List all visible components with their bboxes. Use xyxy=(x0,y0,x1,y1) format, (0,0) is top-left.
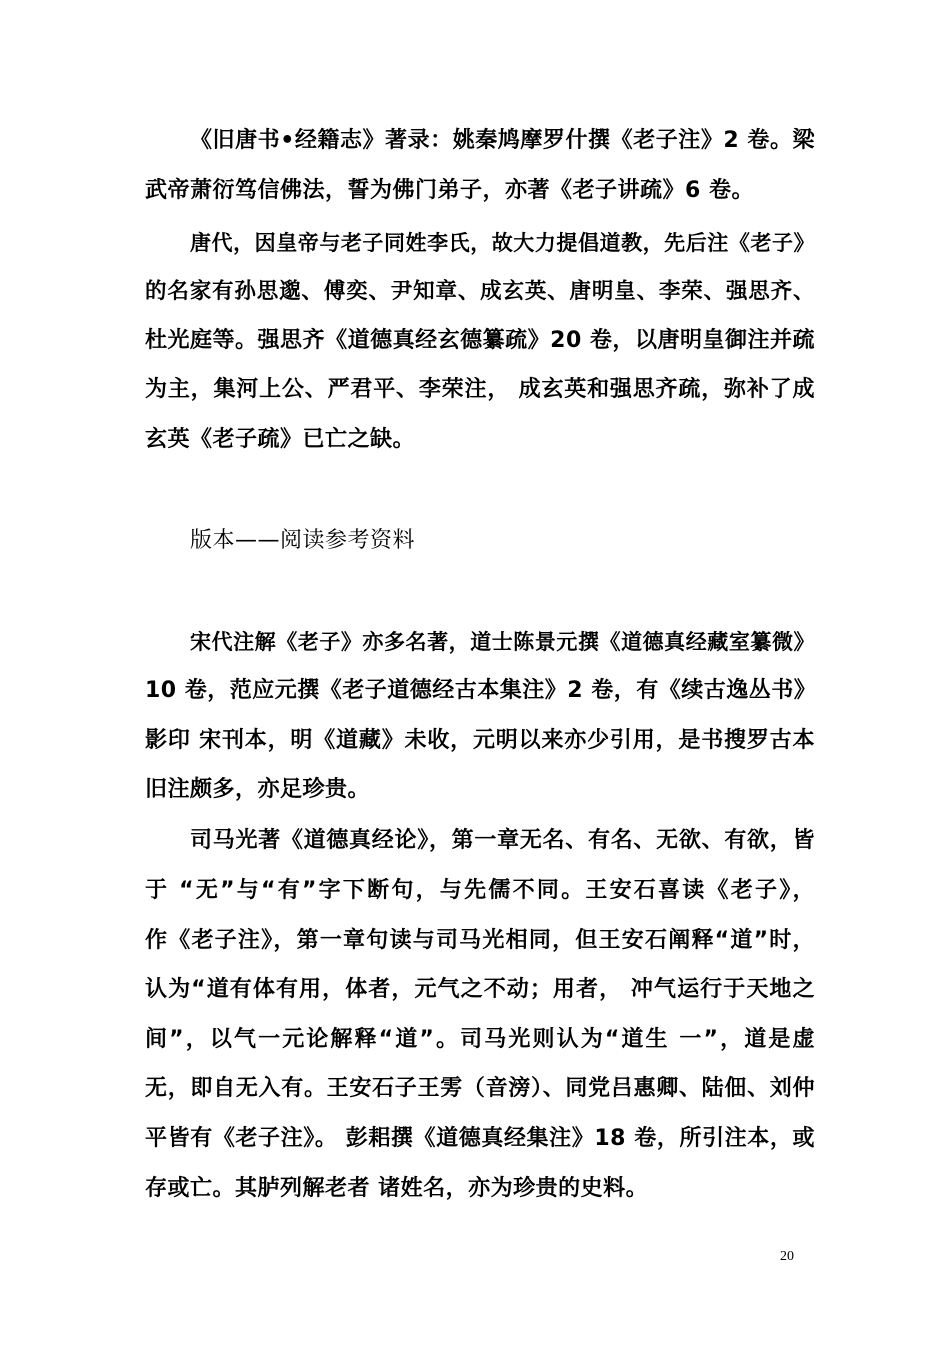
text-line: 武帝萧衍笃信佛法，誓为佛门弟子，亦著《老子讲疏》6 卷。 xyxy=(145,178,754,203)
text-line: 旧注颇多，亦足珍贵。 xyxy=(145,777,371,802)
text-line: 平皆有《老子注》。 彭耜撰《道德真经集注》18 卷，所引注本，或 xyxy=(145,1126,815,1151)
text-line: 玄英《老子疏》已亡之缺。 xyxy=(145,427,416,452)
text-line: 无，即自无入有。王安石子王雱（音滂）、同党吕惠卿、陆佃、刘仲 xyxy=(145,1076,815,1101)
text-line: 为主，集河上公、严君平、李荣注， 成玄英和强思齐疏，弥补了成 xyxy=(145,377,815,402)
text-line: 于 “无”与“有”字下断句，与先儒不同。王安石喜读《老子》， xyxy=(145,878,815,903)
text-line: 认为“道有体有用，体者，元气之不动；用者， 冲气运行于天地之 xyxy=(145,977,815,1002)
text-line: 《旧唐书•经籍志》著录：姚秦鸠摩罗什撰《老子注》2 卷。梁 xyxy=(190,128,815,153)
page-number: 20 xyxy=(780,1249,794,1264)
text-line: 的名家有孙思邈、傅奕、尹知章、成玄英、唐明皇、李荣、强思齐、 xyxy=(145,279,815,304)
text-line: 10 卷，范应元撰《老子道德经古本集注》2 卷，有《续古逸丛书》 xyxy=(145,678,817,703)
text-line: 唐代，因皇帝与老子同姓李氏，故大力提倡道教，先后注《老子》 xyxy=(190,231,815,255)
text-line: 影印 宋刊本，明《道藏》未收，元明以来亦少引用，是书搜罗古本 xyxy=(145,728,815,753)
text-line: 司马光著《道德真经论》，第一章无名、有名、无欲、有欲，皆 xyxy=(190,828,815,853)
section-heading: 版本——阅读参考资料 xyxy=(190,528,416,553)
text-line: 宋代注解《老子》亦多名著，道士陈景元撰《道德真经藏室纂微》 xyxy=(190,630,815,654)
text-line: 作《老子注》，第一章句读与司马光相同，但王安石阐释“道”时， xyxy=(145,928,815,953)
text-line: 杜光庭等。强思齐《道德真经玄德纂疏》20 卷，以唐明皇御注并疏 xyxy=(145,328,815,353)
text-line: 间”，以气一元论解释“道”。司马光则认为“道生 一”，道是虚 xyxy=(145,1027,815,1052)
text-line: 存或亡。其胪列解老者 诸姓名，亦为珍贵的史料。 xyxy=(145,1176,649,1201)
